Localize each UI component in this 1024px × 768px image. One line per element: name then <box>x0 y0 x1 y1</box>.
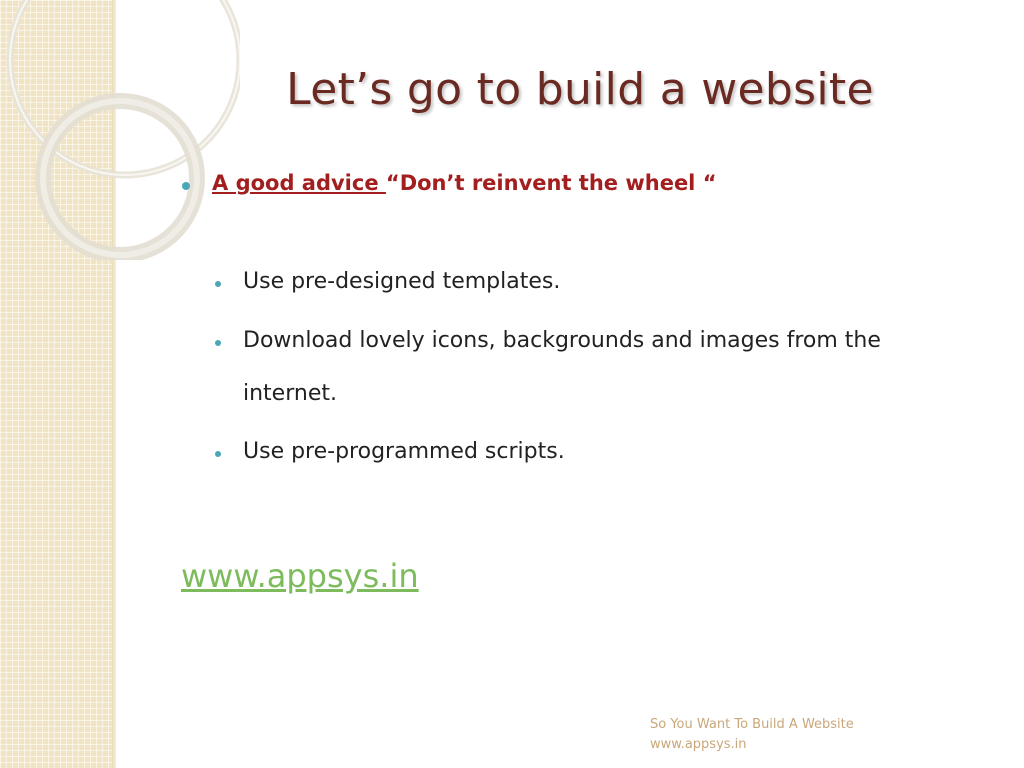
bullet-dot-icon <box>215 281 221 287</box>
decorative-circles <box>0 0 240 260</box>
sub-bullet-continuation: internet. <box>243 381 337 406</box>
main-bullet-text <box>212 171 717 195</box>
advice-quote: “Don’t reinvent the wheel “ <box>385 171 717 195</box>
bullet-dot-icon <box>182 182 190 190</box>
bullet-dot-icon <box>215 340 221 346</box>
sub-bullet-text: Use pre-programmed scripts. <box>243 439 565 464</box>
footer-url: www.appsys.in <box>650 737 747 752</box>
website-link[interactable]: www.appsys.in <box>181 557 419 595</box>
slide-title: Let’s go to build a website <box>286 64 874 115</box>
bullet-dot-icon <box>215 451 221 457</box>
good-advice-label: A good advice <box>212 171 386 195</box>
footer <box>650 715 854 755</box>
sub-bullet-text: Download lovely icons, backgrounds and images from the <box>243 328 881 353</box>
sub-bullet-text: Use pre-designed templates. <box>243 269 561 294</box>
footer-title: So You Want To Build A Website <box>650 717 854 732</box>
